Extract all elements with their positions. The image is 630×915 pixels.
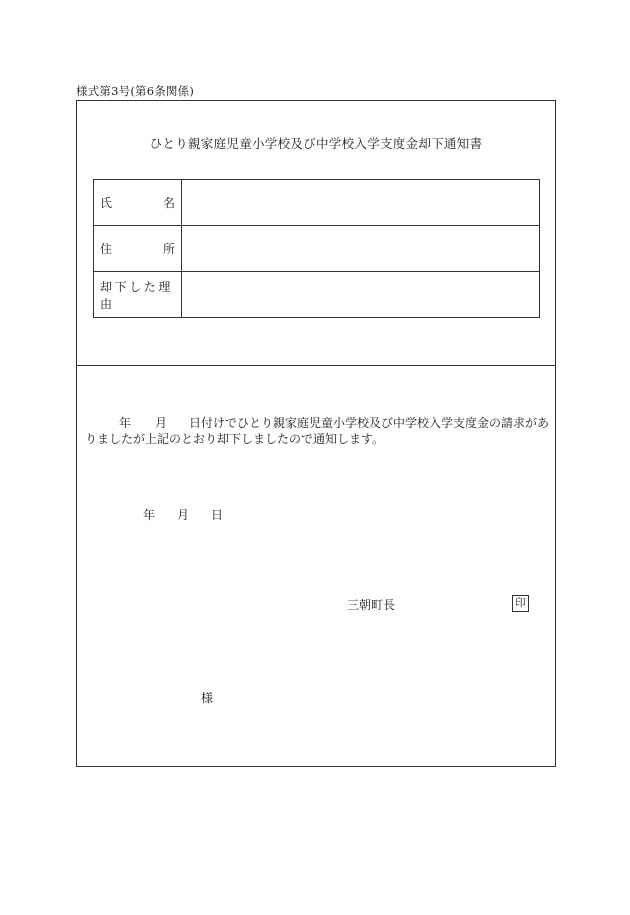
address-label-part-1: 住 — [100, 242, 113, 256]
table-row-reason — [94, 272, 540, 318]
seal-mark: 印 — [512, 595, 529, 612]
address-label-part-2: 所 — [162, 242, 175, 256]
issuer-mayor: 三朝町長 — [347, 598, 396, 612]
name-label-cell — [94, 180, 182, 226]
name-label-part-1: 氏 — [100, 196, 113, 210]
reason-label: 却下した理由 — [100, 279, 174, 311]
address-label-cell — [94, 226, 182, 272]
date-day-unit: 日 — [211, 508, 224, 522]
notice-line2: りましたが上記のとおり却下しましたので通知します。 — [85, 432, 385, 446]
notice-line1: 日付けでひとり親家庭児童小学校及び中学校入学支度金の請求があ — [189, 416, 550, 430]
reason-label-cell — [94, 272, 182, 318]
notice-text — [85, 415, 551, 447]
reason-value-cell[interactable] — [182, 272, 540, 318]
date-year-unit: 年 — [143, 508, 156, 522]
recipient-honorific: 様 — [201, 691, 214, 705]
section-divider — [77, 365, 555, 366]
address-value-cell[interactable] — [182, 226, 540, 272]
notice-month-unit: 月 — [155, 416, 168, 430]
applicant-info-table — [93, 179, 540, 318]
notice-form-frame — [76, 100, 556, 767]
issue-date — [143, 506, 223, 523]
form-number-label: 様式第3号(第6条関係) — [76, 84, 195, 98]
name-value-cell[interactable] — [182, 180, 540, 226]
table-row-name — [94, 180, 540, 226]
notice-year-unit: 年 — [119, 416, 132, 430]
date-month-unit: 月 — [177, 508, 190, 522]
document-title: ひとり親家庭児童小学校及び中学校入学支度金却下通知書 — [149, 136, 483, 151]
name-label-part-2: 名 — [162, 196, 175, 210]
table-row-address — [94, 226, 540, 272]
